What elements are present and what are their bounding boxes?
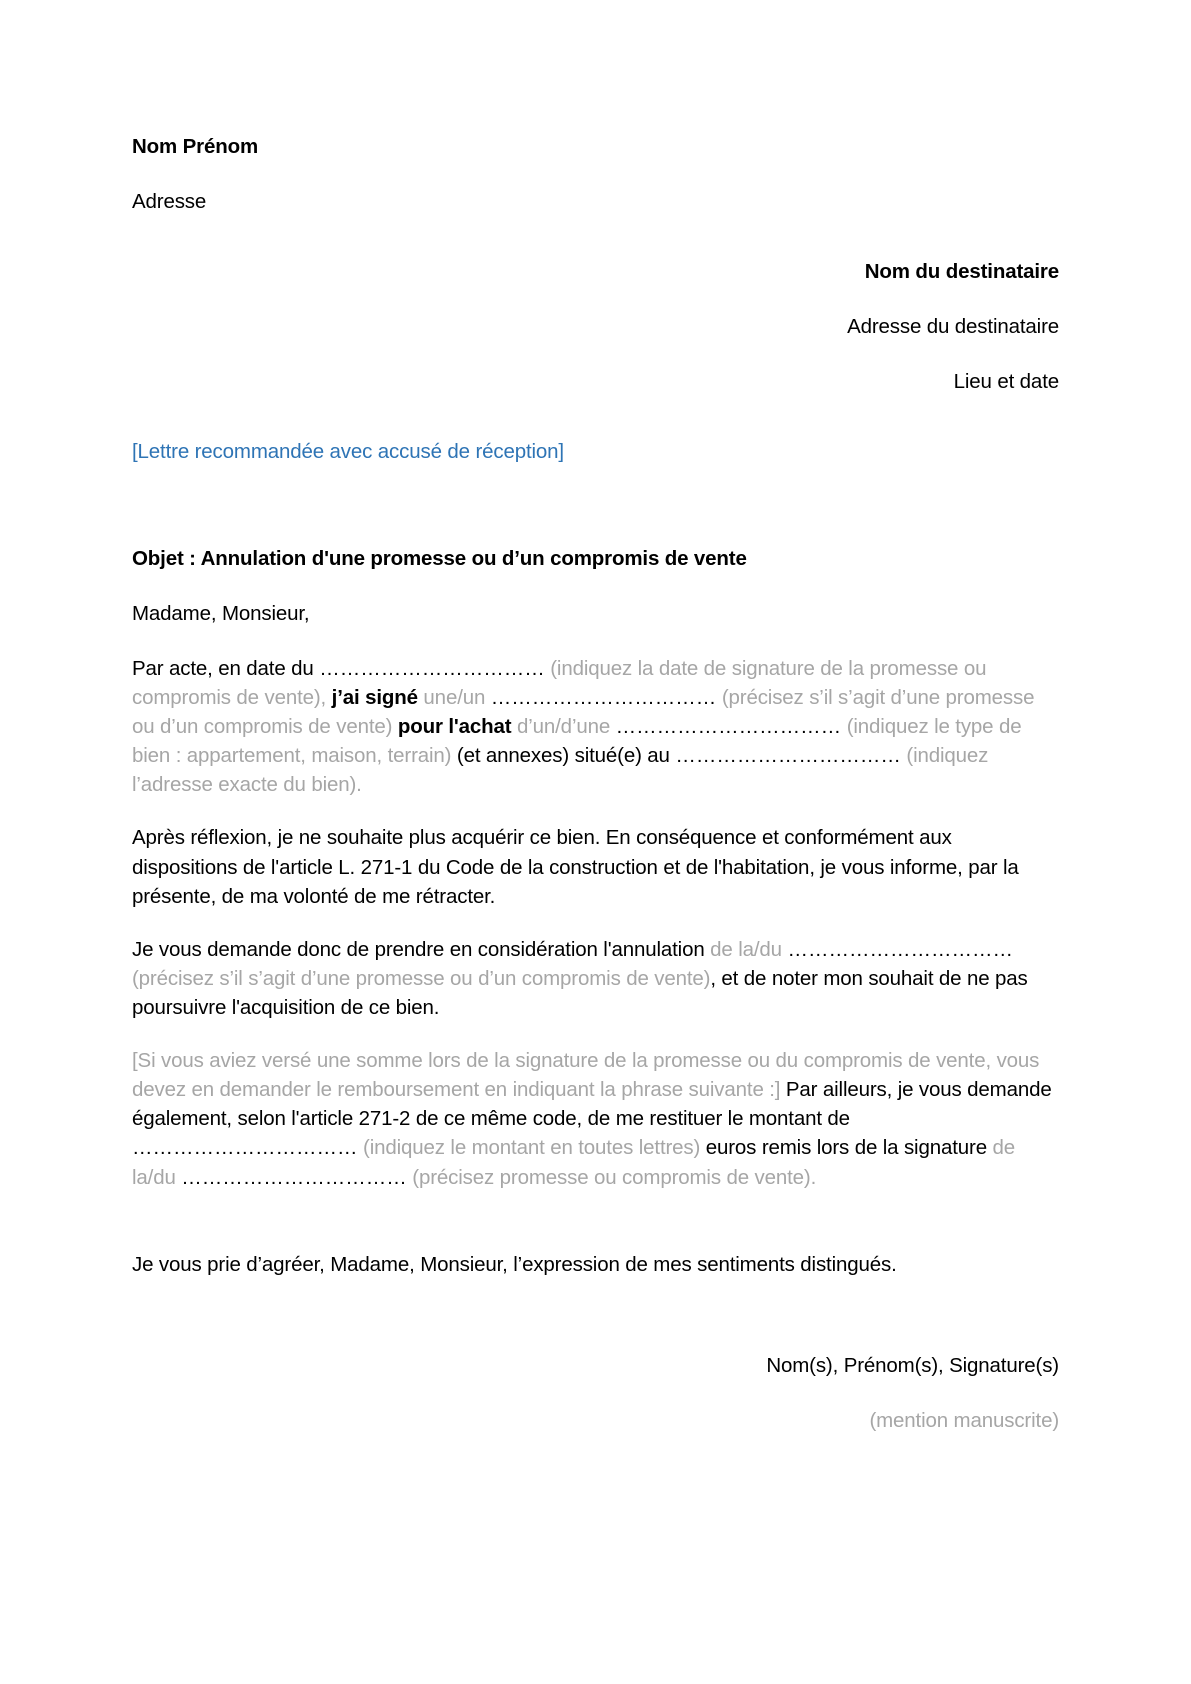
p3-part-e: , et de noter mon souhait de ne pas poursuivre l'acquisition de ce bien.: [132, 966, 1028, 1019]
p1-blank-adresse: ……………………………: [675, 744, 901, 768]
p4-blank-montant: ……………………………: [132, 1136, 358, 1160]
p4-euros: euros remis lors de la signature: [705, 1136, 993, 1160]
spacer-before-closing: [132, 1216, 1059, 1250]
spacer-after-sender: [132, 242, 1059, 257]
p3-blank-acte: ……………………………: [787, 937, 1013, 961]
p1-une-un: une/un: [417, 685, 491, 709]
p3-de-la-du: de la/du: [710, 937, 788, 961]
p4-de-la-du: de la/du: [132, 1136, 1016, 1189]
p1-blank-bien: ……………………………: [615, 715, 842, 739]
p1-blank-type-acte: ……………………………: [490, 685, 717, 709]
delivery-note: [Lettre recommandée avec accusé de réception]: [132, 439, 564, 463]
p1-dun-dune: d’un/d’une: [511, 715, 616, 739]
p1-hint-type-acte: (précisez s’il s’agit d’une promesse ou d’un compromis de vente): [132, 685, 1035, 739]
salutation: Madame, Monsieur,: [132, 601, 310, 625]
p1-part-a: Par acte, en date du: [132, 656, 320, 680]
p4-hint-montant: (indiquez le montant en toutes lettres): [357, 1136, 706, 1160]
spacer-before-subject: [132, 492, 1059, 544]
spacer-before-delivery-note: [132, 423, 1059, 437]
closing-formula: Je vous prie d’agréer, Madame, Monsieur, l’expression de mes sentiments distingués.: [132, 1252, 897, 1276]
p4-part-b: Par ailleurs, je vous demande également, selon l'article 271-2 de ce même code, de me restituer le montant de: [132, 1078, 1052, 1131]
paragraph-annulation: [132, 935, 1059, 1022]
recipient-name: Nom du destinataire: [864, 260, 1059, 284]
p1-pour-achat: pour l'achat: [397, 715, 512, 739]
p1-blank-date: ……………………………: [319, 656, 545, 680]
p1-signed: j’ai signé: [331, 685, 418, 709]
p1-hint-bien: (indiquez le type de bien : appartement, maison, terrain): [132, 715, 1022, 768]
sender-address: Adresse: [132, 190, 207, 214]
p1-annexes: (et annexes) situé(e) au: [456, 744, 676, 768]
p1-hint-adresse: (indiquez l’adresse exacte du bien).: [132, 744, 989, 797]
signature-handwritten-note: (mention manuscrite): [869, 1408, 1059, 1432]
spacer-before-signature: [132, 1305, 1059, 1351]
subject-line: Objet : Annulation d'une promesse ou d’un compromis de vente: [132, 546, 747, 570]
recipient-address: Adresse du destinataire: [847, 315, 1059, 339]
p3-part-a: Je vous demande donc de prendre en considération l'annulation: [132, 937, 711, 961]
paragraph-acte: [132, 654, 1059, 800]
paragraph-remboursement: [132, 1046, 1059, 1192]
place-and-date: Lieu et date: [953, 370, 1059, 394]
p4-blank-acte: ……………………………: [181, 1165, 407, 1189]
signature-names: Nom(s), Prénom(s), Signature(s): [766, 1353, 1059, 1377]
p4-hint-acte: (précisez promesse ou compromis de vente).: [406, 1165, 817, 1189]
p1-hint-date: (indiquez la date de signature de la promesse ou compromis de vente),: [132, 656, 987, 709]
p3-hint-acte: (précisez s’il s’agit d’une promesse ou d’un compromis de vente): [132, 966, 711, 990]
sender-name: Nom Prénom: [132, 135, 259, 158]
p4-hint-bracket: [Si vous aviez versé une somme lors de la signature de la promesse ou du compromis de vente, vous devez en demander le remboursement en indiquant la phrase suivante :]: [132, 1049, 1040, 1102]
paragraph-retractation: Après réflexion, je ne souhaite plus acquérir ce bien. En conséquence et conformément aux dispositions de l'article L. 271-1 du Code de la construction et de l'habitation, je vous informe, par la présente, de ma volonté de me rétracter.: [132, 826, 1019, 908]
